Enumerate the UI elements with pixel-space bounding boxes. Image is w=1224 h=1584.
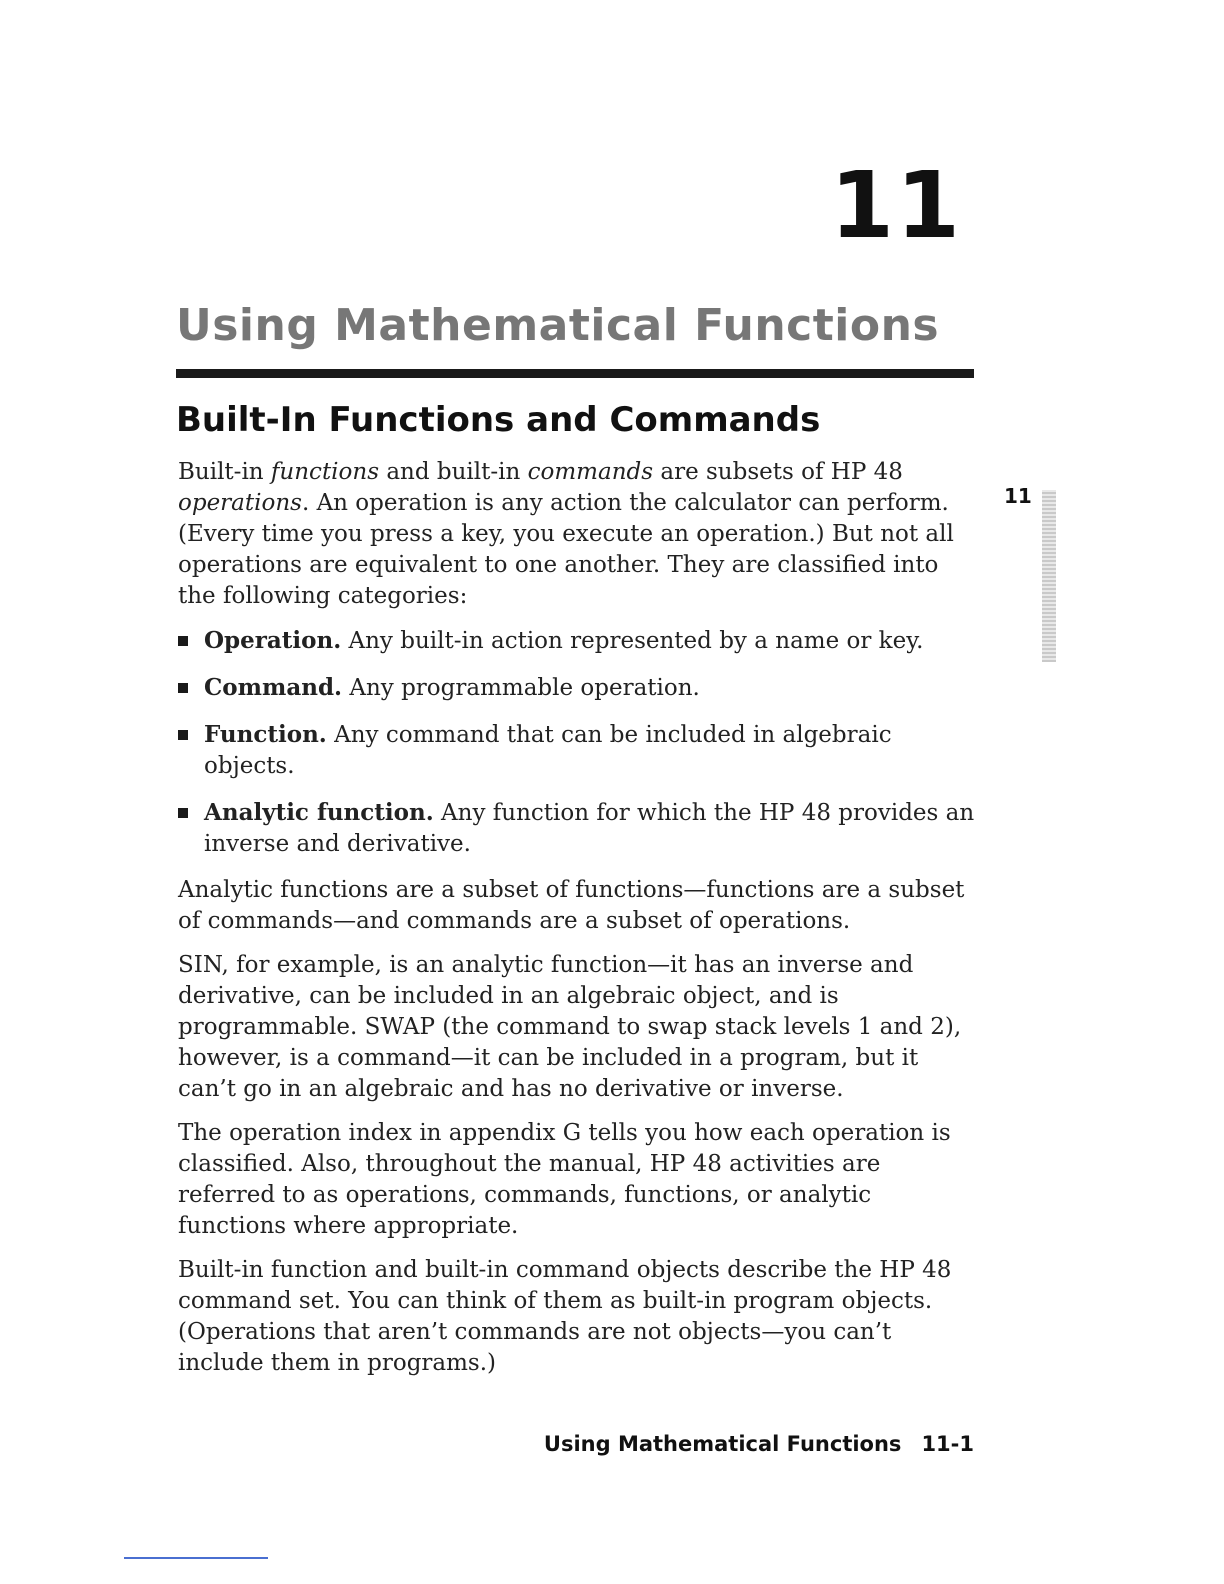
section-heading: Built-In Functions and Commands xyxy=(176,400,821,440)
list-item xyxy=(178,625,978,657)
square-bullet-icon xyxy=(178,683,188,693)
list-item xyxy=(178,797,978,860)
intro-text-4: . An operation is any action the calculator can perform. (Every time you press a key, you execute an operation.) But not all operations are equivalent to one another. They are classified into the following categories: xyxy=(178,490,954,609)
intro-text-1: Built-in xyxy=(178,459,271,485)
list-item-text: Any programmable operation. xyxy=(342,675,700,701)
list-item-text: Any built-in action represented by a name or key. xyxy=(341,628,924,654)
paragraph: Built-in function and built-in command objects describe the HP 48 command set. You can think of them as built-in program objects. (Operations that aren’t commands are not objects—you can’t include them in programs.) xyxy=(178,1257,952,1376)
footer-title: Using Mathematical Functions xyxy=(543,1432,902,1456)
list-item-term: Analytic function. xyxy=(204,799,434,826)
intro-text-3: are subsets of HP 48 xyxy=(653,459,903,485)
paragraph: SIN, for example, is an analytic function—it has an inverse and derivative, can be included in an algebraic object, and is programmable. SWAP (the command to swap stack levels 1 and 2), however, is a command—it can be included in a program, but it can’t go in an algebraic and has no derivative or inverse. xyxy=(178,952,962,1102)
side-tab-number: 11 xyxy=(1004,484,1032,508)
chapter-title: Using Mathematical Functions xyxy=(176,300,940,351)
category-list xyxy=(178,625,978,860)
intro-paragraph xyxy=(178,457,978,612)
intro-text-2: and built-in xyxy=(379,459,528,485)
list-item-term: Command. xyxy=(204,674,343,701)
side-tab-bar xyxy=(1042,490,1056,662)
intro-em-operations: operations xyxy=(178,490,302,516)
page-number: 11-1 xyxy=(921,1432,974,1456)
square-bullet-icon xyxy=(178,636,188,646)
title-rule xyxy=(176,369,974,378)
scan-artifact-line xyxy=(124,1557,268,1559)
intro-em-commands: commands xyxy=(527,459,654,485)
paragraph: The operation index in appendix G tells you how each operation is classified. Also, throughout the manual, HP 48 activities are referred to as operations, commands, functions, or analytic functions where appropriate. xyxy=(178,1120,951,1239)
chapter-number: 11 xyxy=(829,152,962,259)
list-item-term: Function. xyxy=(204,721,327,748)
square-bullet-icon xyxy=(178,730,188,740)
body-content xyxy=(178,457,978,1392)
page-footer xyxy=(544,1432,974,1456)
list-item-text: Any command that can be included in algebraic objects. xyxy=(204,722,892,779)
paragraph: Analytic functions are a subset of functions—functions are a subset of commands—and commands are a subset of operations. xyxy=(178,877,965,934)
square-bullet-icon xyxy=(178,808,188,818)
list-item xyxy=(178,719,978,782)
intro-em-functions: functions xyxy=(270,459,380,485)
list-item-term: Operation. xyxy=(204,627,342,654)
list-item-text: Any function for which the HP 48 provides an inverse and derivative. xyxy=(204,800,975,857)
list-item xyxy=(178,672,978,704)
